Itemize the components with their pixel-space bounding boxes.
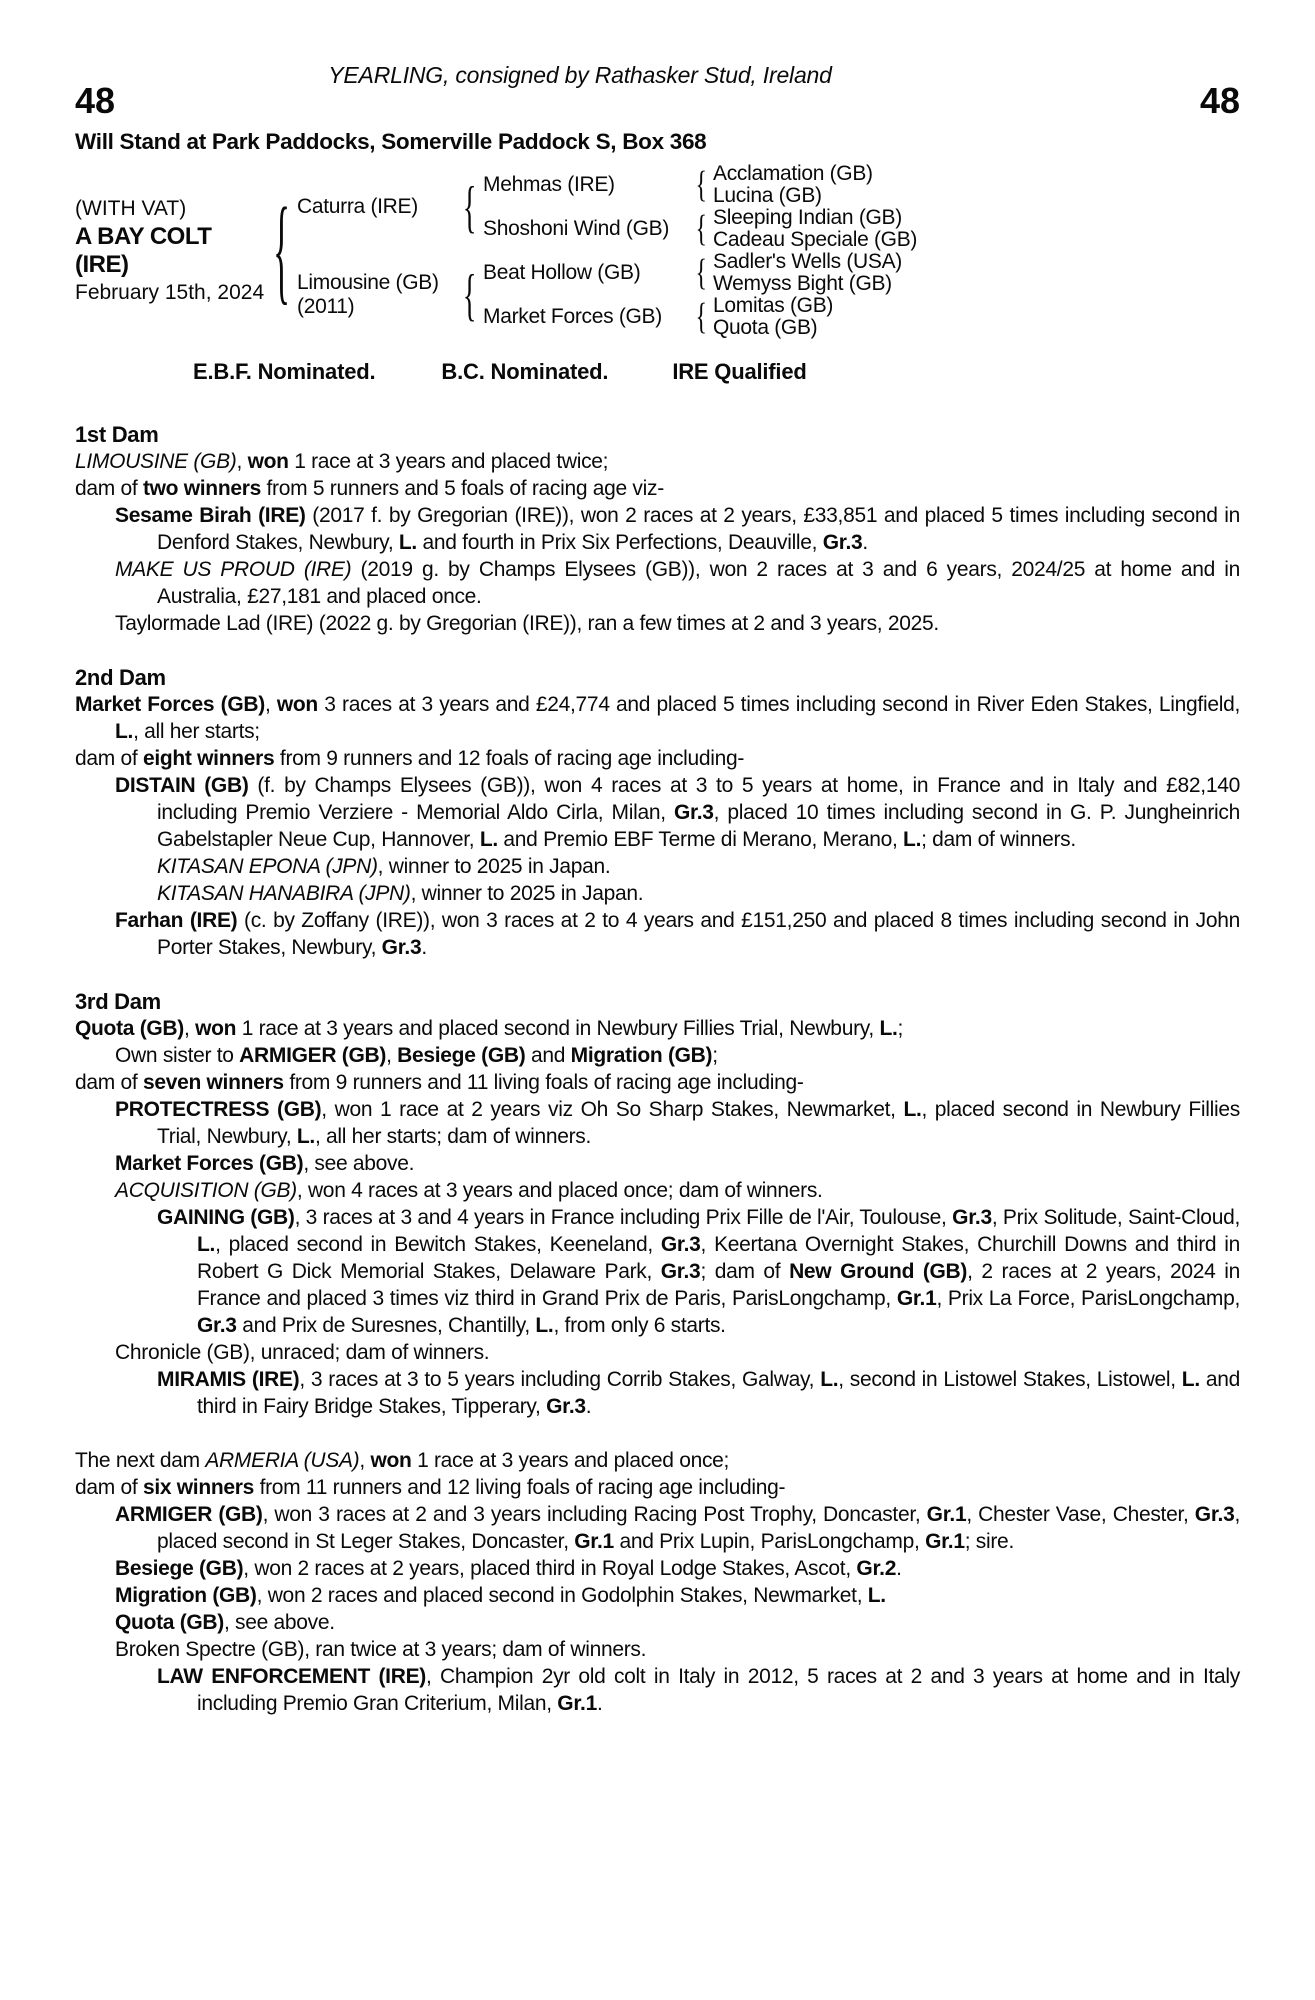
text-segment: , all her starts; dam of winners. xyxy=(314,1125,592,1148)
text-segment: seven winners xyxy=(142,1071,284,1094)
subject-name: A BAY COLT (IRE) xyxy=(75,223,212,278)
text-block xyxy=(75,1339,1240,1366)
text-block xyxy=(75,691,1240,745)
text-segment: KITASAN EPONA (JPN) xyxy=(157,855,378,878)
pedigree-details xyxy=(75,421,1240,1717)
text-segment: MAKE US PROUD (IRE) xyxy=(115,558,352,581)
text-segment: ; dam of xyxy=(700,1260,790,1283)
dam-name xyxy=(297,271,457,319)
sire-brace xyxy=(457,171,483,243)
text-segment: (2017 f. by Gregorian (IRE)), won 2 races at 2 years, £33,851 and placed 5 times including second in Denford Stakes, Newbury, xyxy=(157,504,1240,554)
great-grandparents xyxy=(713,251,902,295)
text-block xyxy=(75,1042,1240,1069)
text-segment: , xyxy=(359,1449,371,1472)
text-segment: Quota (GB) xyxy=(75,1017,184,1040)
text-segment: won xyxy=(276,693,318,716)
great-grandparent-name: Lucina (GB) xyxy=(713,184,822,207)
great-grandparent-name: Sleeping Indian (GB) xyxy=(713,206,902,229)
text-segment: , 3 races at 3 and 4 years in France including Prix Fille de l'Air, Toulouse, xyxy=(294,1206,953,1229)
text-block xyxy=(75,1015,1240,1042)
text-block xyxy=(75,1555,1240,1582)
generation1-brace xyxy=(267,183,297,316)
great-grandparents xyxy=(713,163,873,207)
text-segment: , xyxy=(386,1044,398,1067)
text-segment: KITASAN HANABIRA (JPN) xyxy=(157,882,411,905)
text-segment: L. xyxy=(398,531,417,554)
text-segment: L. xyxy=(867,1584,886,1607)
text-segment: and Prix Lupin, ParisLongchamp, xyxy=(613,1530,926,1553)
sire-name: Caturra (IRE) xyxy=(297,195,418,218)
text-segment: and Prix de Suresnes, Chantilly, xyxy=(236,1314,536,1337)
text-segment: Broken Spectre (GB), ran twice at 3 years; dam of winners. xyxy=(115,1638,647,1661)
text-segment: ; xyxy=(712,1044,718,1067)
text-segment: , placed second in Bewitch Stakes, Keeneland, xyxy=(215,1233,661,1256)
grandparent-brace xyxy=(689,162,713,208)
text-segment: , xyxy=(264,693,277,716)
text-segment: , winner to 2025 in Japan. xyxy=(377,855,611,878)
text-segment: and xyxy=(525,1044,571,1067)
text-segment: . xyxy=(585,1395,592,1418)
text-segment: L. xyxy=(535,1314,554,1337)
text-segment: LAW ENFORCEMENT (IRE) xyxy=(157,1665,426,1688)
text-segment: (2019 g. by Champs Elysees (GB)), won 2 races at 3 and 6 years, 2024/25 at home and in Australia, £27,181 and placed once. xyxy=(157,558,1241,608)
text-segment: . xyxy=(896,1557,902,1580)
dam-dam-name: Market Forces (GB) xyxy=(483,305,662,328)
text-segment: DISTAIN (GB) xyxy=(115,774,249,797)
text-segment: Gr.3 xyxy=(952,1206,992,1229)
text-segment: Besiege (GB) xyxy=(115,1557,244,1580)
text-block xyxy=(75,745,1240,772)
sire-row xyxy=(297,163,917,251)
grandparent-brace xyxy=(689,206,713,252)
text-segment: Gr.1 xyxy=(925,1530,965,1553)
text-segment: , xyxy=(183,1017,196,1040)
sire-grandparents xyxy=(483,163,917,251)
text-segment: , from only 6 starts. xyxy=(553,1314,726,1337)
brace-glyph: { xyxy=(463,263,477,327)
text-segment: won xyxy=(247,450,289,473)
lot-number-left: 48 xyxy=(75,80,116,121)
text-segment: , xyxy=(236,450,248,473)
pedigree-subject xyxy=(75,197,267,305)
text-segment: Market Forces (GB) xyxy=(115,1152,304,1175)
great-grandparent-name: Quota (GB) xyxy=(713,316,818,339)
text-segment: , won 3 races at 2 and 3 years including Racing Post Trophy, Doncaster, xyxy=(262,1503,927,1526)
text-segment: eight winners xyxy=(142,747,275,770)
text-segment: (f. by Champs Elysees (GB)), won 4 races at 3 to 5 years at home, in France and in Italy and £82,140 including Premio Verziere - Memorial Aldo Cirla, Milan, xyxy=(157,774,1240,824)
text-segment: ; xyxy=(897,1017,904,1040)
text-segment: L. xyxy=(197,1233,216,1256)
text-segment: L. xyxy=(296,1125,315,1148)
text-block xyxy=(75,1150,1240,1177)
text-segment: . xyxy=(421,936,427,959)
grandparent-brace xyxy=(689,250,713,296)
text-segment: , placed 10 times including second in G. P. Jungheinrich Gabelstapler Neue Cup, Hannover, xyxy=(157,801,1241,851)
text-segment: 1 race at 3 years and placed second in Newbury Fillies Trial, Newbury, xyxy=(236,1017,880,1040)
text-segment: Gr.3 xyxy=(660,1233,701,1256)
text-segment: Gr.1 xyxy=(574,1530,614,1553)
text-segment: won xyxy=(370,1449,412,1472)
text-segment: , see above. xyxy=(303,1152,415,1175)
text-segment: Taylormade Lad (IRE) (2022 g. by Gregorian (IRE)), ran a few times at 2 and 3 years, 2025. xyxy=(115,612,939,635)
great-grandparents xyxy=(713,207,917,251)
text-segment: , won 4 races at 3 years and placed once; dam of winners. xyxy=(296,1179,823,1202)
text-segment: ARMERIA (USA) xyxy=(205,1449,360,1472)
text-segment: Own sister to xyxy=(115,1044,240,1067)
text-segment: L. xyxy=(903,1098,922,1121)
text-segment: MIRAMIS (IRE) xyxy=(157,1368,300,1391)
great-grandparent-name: Acclamation (GB) xyxy=(713,162,873,185)
text-segment: L. xyxy=(479,828,498,851)
text-block xyxy=(75,502,1240,556)
text-segment: Sesame Birah (IRE) xyxy=(115,504,306,527)
text-segment: , placed second in St Leger Stakes, Doncaster, xyxy=(157,1503,1240,1553)
text-segment: and third in Fairy Bridge Stakes, Tipperary, xyxy=(197,1368,1240,1418)
text-segment: Gr.3 xyxy=(660,1260,701,1283)
text-block xyxy=(75,1069,1240,1096)
pedigree-tree xyxy=(75,159,1240,343)
text-segment: , 3 races at 3 to 5 years including Corrib Stakes, Galway, xyxy=(299,1368,821,1391)
section-heading xyxy=(75,664,1240,691)
text-segment: Gr.3 xyxy=(673,801,714,824)
consignor-title: YEARLING, consigned by Rathasker Stud, Ireland xyxy=(328,62,832,88)
bc-nominated: B.C. Nominated. xyxy=(441,359,609,384)
dam-name-text: Limousine (GB) xyxy=(297,271,439,294)
text-segment: L. xyxy=(1181,1368,1200,1391)
catalogue-page xyxy=(75,0,1240,1717)
brace-glyph: { xyxy=(463,175,477,239)
text-segment: dam of xyxy=(75,1476,143,1499)
text-segment: , Chester Vase, Chester, xyxy=(966,1503,1195,1526)
text-segment: six winners xyxy=(142,1476,255,1499)
text-block xyxy=(75,1474,1240,1501)
text-segment: . xyxy=(596,1692,603,1715)
text-segment: , Champion 2yr old colt in Italy in 2012, 5 races at 2 and 3 years at home and in Italy including Premio Gran Criterium, Milan, xyxy=(197,1665,1240,1715)
section-heading xyxy=(75,988,1240,1015)
text-segment: , second in Listowel Stakes, Listowel, xyxy=(838,1368,1182,1391)
foal-date: February 15th, 2024 xyxy=(75,281,265,304)
text-segment: from 9 runners and 11 living foals of racing age including- xyxy=(283,1071,804,1094)
text-block xyxy=(75,1204,1240,1339)
text-segment: ; sire. xyxy=(964,1530,1014,1553)
text-block xyxy=(75,1177,1240,1204)
grandparent-row xyxy=(483,251,902,295)
dam-sire-name: Beat Hollow (GB) xyxy=(483,261,641,284)
text-segment: and Premio EBF Terme di Merano, Merano, xyxy=(497,828,904,851)
text-block xyxy=(75,1582,1240,1609)
text-segment: Gr.1 xyxy=(557,1692,597,1715)
text-segment: two winners xyxy=(142,477,261,500)
section-heading xyxy=(75,421,1240,448)
text-segment: Chronicle (GB), unraced; dam of winners. xyxy=(115,1341,490,1364)
text-segment: Gr.1 xyxy=(926,1503,967,1526)
lot-number-right: 48 xyxy=(1199,80,1240,121)
text-segment: ACQUISITION (GB) xyxy=(115,1179,297,1202)
text-segment: and fourth in Prix Six Perfections, Deauville, xyxy=(416,531,823,554)
text-block xyxy=(75,1636,1240,1663)
text-segment: 1 race at 3 years and placed once; xyxy=(411,1449,730,1472)
text-segment: Gr.3 xyxy=(546,1395,586,1418)
text-segment: Gr.3 xyxy=(1194,1503,1235,1526)
text-segment: Market Forces (GB) xyxy=(75,693,265,716)
text-segment: dam of xyxy=(75,747,143,770)
text-segment: 1 race at 3 years and placed twice; xyxy=(288,450,609,473)
brace-glyph: { xyxy=(695,295,707,337)
text-segment: Migration (GB) xyxy=(570,1044,713,1067)
grandparent-row xyxy=(483,295,902,339)
dam-row xyxy=(297,251,917,339)
text-segment: 1st Dam xyxy=(75,422,159,447)
great-grandparent-name: Wemyss Bight (GB) xyxy=(713,272,892,295)
text-segment: L. xyxy=(903,828,922,851)
vat-note: (WITH VAT) xyxy=(75,197,187,220)
text-segment: , 2 races at 2 years, 2024 in France and placed 3 times viz third in Grand Prix de Paris, ParisLongchamp, xyxy=(197,1260,1240,1310)
text-block xyxy=(75,853,1240,880)
stand-location: Will Stand at Park Paddocks, Somerville Paddock S, Box 368 xyxy=(75,129,707,154)
ebf-nominated: E.B.F. Nominated. xyxy=(193,359,376,384)
text-segment: , see above. xyxy=(223,1611,335,1634)
text-segment: Gr.2 xyxy=(856,1557,897,1580)
text-segment: LIMOUSINE (GB) xyxy=(75,450,237,473)
text-segment: , Prix Solitude, Saint-Cloud, xyxy=(991,1206,1240,1229)
sire-sire-name: Mehmas (IRE) xyxy=(483,173,615,196)
brace-glyph: { xyxy=(695,251,707,293)
text-block xyxy=(75,772,1240,853)
text-block xyxy=(75,880,1240,907)
great-grandparent-name: Sadler's Wells (USA) xyxy=(713,250,902,273)
text-segment: Gr.3 xyxy=(822,531,863,554)
text-segment: , placed second in Newbury Fillies Trial, Newbury, xyxy=(157,1098,1240,1148)
great-grandparent-name: Cadeau Speciale (GB) xyxy=(713,228,918,251)
dam-grandparents xyxy=(483,251,902,339)
text-segment: New Ground (GB) xyxy=(789,1260,968,1283)
text-segment: ARMIGER (GB) xyxy=(239,1044,387,1067)
text-segment: , Keertana Overnight Stakes, Churchill Downs and third in Robert G Dick Memorial Stakes, Delaware Park, xyxy=(197,1233,1240,1283)
text-block xyxy=(75,1609,1240,1636)
great-grandparent-name: Lomitas (GB) xyxy=(713,294,834,317)
text-block xyxy=(75,1501,1240,1555)
grandparent-brace xyxy=(689,294,713,340)
dam-brace xyxy=(457,259,483,331)
grandparent-row xyxy=(483,163,917,207)
text-segment: Migration (GB) xyxy=(115,1584,257,1607)
text-segment: (c. by Zoffany (IRE)), won 3 races at 2 to 4 years and £151,250 and placed 8 times including second in John Porter Stakes, Newbury, xyxy=(157,909,1240,959)
text-block xyxy=(75,1366,1240,1420)
grandparent-row xyxy=(483,207,917,251)
text-segment: Gr.1 xyxy=(896,1287,937,1310)
text-block xyxy=(75,556,1240,610)
text-segment: GAINING (GB) xyxy=(157,1206,295,1229)
text-block xyxy=(75,1447,1240,1474)
brace-glyph: { xyxy=(695,207,707,249)
ire-qualified: IRE Qualified xyxy=(672,359,807,384)
text-segment: , won 2 races and placed second in Godolphin Stakes, Newmarket, xyxy=(256,1584,868,1607)
text-segment: , won 1 race at 2 years viz Oh So Sharp Stakes, Newmarket, xyxy=(321,1098,904,1121)
text-segment: . xyxy=(862,531,868,554)
text-segment: Gr.3 xyxy=(197,1314,237,1337)
great-grandparents xyxy=(713,295,833,339)
text-segment: 2nd Dam xyxy=(75,665,166,690)
text-segment: Farhan (IRE) xyxy=(115,909,238,932)
nominations-row xyxy=(75,359,1240,385)
text-segment: Gr.3 xyxy=(381,936,422,959)
text-segment: Besiege (GB) xyxy=(397,1044,526,1067)
text-segment: ARMIGER (GB) xyxy=(115,1503,263,1526)
text-block xyxy=(75,1096,1240,1150)
text-segment: 3 races at 3 years and £24,774 and placed 5 times including second in River Eden Stakes, Lingfield, xyxy=(317,693,1240,716)
text-segment: , all her starts; xyxy=(133,720,260,743)
brace-glyph: { xyxy=(695,163,707,205)
dam-year: (2011) xyxy=(297,295,355,318)
text-segment: from 5 runners and 5 foals of racing age viz- xyxy=(260,477,664,500)
text-segment: Quota (GB) xyxy=(115,1611,224,1634)
text-block xyxy=(75,907,1240,961)
text-segment: L. xyxy=(820,1368,839,1391)
text-segment: from 9 runners and 12 foals of racing age including- xyxy=(274,747,745,770)
text-segment: won xyxy=(195,1017,237,1040)
text-block xyxy=(75,475,1240,502)
brace-glyph: { xyxy=(273,183,291,316)
text-segment: PROTECTRESS (GB) xyxy=(115,1098,322,1121)
text-segment: 3rd Dam xyxy=(75,989,161,1014)
text-segment: dam of xyxy=(75,477,143,500)
text-segment: , winner to 2025 in Japan. xyxy=(410,882,644,905)
text-block xyxy=(75,448,1240,475)
text-segment: dam of xyxy=(75,1071,143,1094)
text-segment: from 11 runners and 12 living foals of racing age including- xyxy=(254,1476,786,1499)
text-segment: L. xyxy=(115,720,134,743)
text-segment: , won 2 races at 2 years, placed third in Royal Lodge Stakes, Ascot, xyxy=(243,1557,857,1580)
text-segment: The next dam xyxy=(75,1449,206,1472)
text-segment: , Prix La Force, ParisLongchamp, xyxy=(936,1287,1240,1310)
text-block xyxy=(75,1663,1240,1717)
text-segment: L. xyxy=(879,1017,898,1040)
sire-dam-name: Shoshoni Wind (GB) xyxy=(483,217,670,240)
parents-column xyxy=(297,163,917,339)
text-block xyxy=(75,610,1240,637)
text-segment: ; dam of winners. xyxy=(921,828,1076,851)
